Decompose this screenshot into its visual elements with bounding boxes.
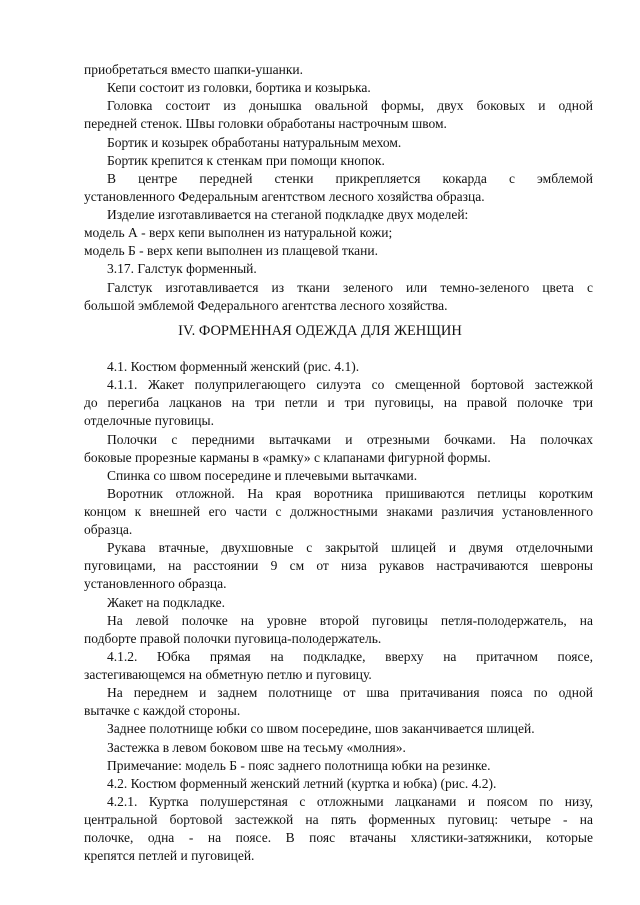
text-line: Бортик крепится к стенкам при помощи кнопок. — [107, 153, 385, 168]
text-line: боковые прорезные карманы в «рамку» с клапанами фигурной формы. — [84, 450, 491, 465]
text-line: 3.17. Галстук форменный. — [107, 261, 257, 276]
text-line: Жакет на подкладке. — [107, 595, 226, 610]
text-line: концом к внешней его части с должностными знаками различия установленного — [84, 504, 593, 519]
text-line: передней стенок. Швы головки обработаны настрочным швом. — [84, 116, 447, 131]
text-line: подборте правой полочки пуговица-полодержатель. — [84, 631, 382, 646]
text-line: вытачке с каждой стороны. — [84, 703, 241, 718]
text-line: На левой полочке на уровне второй пуговицы петля-полодержатель, на — [107, 613, 593, 628]
text-line: Спинка со швом посередине и плечевыми вытачками. — [107, 468, 418, 483]
text-line: Застежка в левом боковом шве на тесьму «молния». — [107, 740, 406, 755]
text-line: модель Б - верх кепи выполнен из плащевой ткани. — [84, 243, 379, 258]
text-line: Галстук изготавливается из ткани зеленого или темно-зеленого цвета с — [107, 280, 593, 295]
text-line: Головка состоит из донышка овальной формы, двух боковых и одной — [107, 98, 593, 113]
text-line: 4.2. Костюм форменный женский летний (куртка и юбка) (рис. 4.2). — [107, 776, 497, 791]
text-line: образца. — [84, 522, 133, 537]
text-line: 4.2.1. Куртка полушерстяная с отложными лацканами и поясом по низу, — [107, 794, 593, 809]
text-line: модель А - верх кепи выполнен из натуральной кожи; — [84, 225, 393, 240]
text-line: приобретаться вместо шапки-ушанки. — [84, 62, 303, 77]
text-line: Примечание: модель Б - пояс заднего полотнища юбки на резинке. — [107, 758, 491, 773]
text-line: 4.1. Костюм форменный женский (рис. 4.1). — [107, 359, 360, 374]
text-line: полочке, одна - на поясе. В пояс втачаны хлястики-затяжники, которые — [84, 830, 593, 845]
text-line: застегивающемся на обметную петлю и пуговицу. — [84, 667, 372, 682]
text-line: 4.1.1. Жакет полуприлегающего силуэта со смещенной бортовой застежкой — [107, 377, 593, 392]
text-line: установленного Федеральным агентством лесного хозяйства образца. — [84, 189, 485, 204]
text-line: Бортик и козырек обработаны натуральным мехом. — [107, 135, 402, 150]
text-line: Рукава втачные, двухшовные с закрытой шлицей и двумя отделочными — [107, 540, 593, 555]
text-line: Изделие изготавливается на стеганой подкладке двух моделей: — [107, 207, 469, 222]
text-line: Кепи состоит из головки, бортика и козырька. — [107, 80, 371, 95]
text-line: На переднем и заднем полотнище от шва притачивания пояса по одной — [107, 685, 593, 700]
text-line: установленного образца. — [84, 576, 227, 591]
text-line: пуговицами, на расстоянии 9 см от низа рукавов настрачиваются шевроны — [84, 558, 593, 573]
text-line: Заднее полотнище юбки со швом посередине, шов заканчивается шлицей. — [107, 721, 535, 736]
text-line: центральной бортовой застежкой на пять форменных пуговиц: четыре - на — [84, 812, 593, 827]
section-heading: IV. ФОРМЕННАЯ ОДЕЖДА ДЛЯ ЖЕНЩИН — [178, 323, 462, 339]
text-line: Полочки с передними вытачками и отрезными бочками. На полочках — [107, 432, 593, 447]
text-line: В центре передней стенки прикрепляется кокарда с эмблемой — [107, 171, 593, 186]
text-line: отделочные пуговицы. — [84, 413, 214, 428]
text-line: до перегиба лацканов на три петли и три пуговицы, на правой полочке три — [84, 395, 593, 410]
text-line: 4.1.2. Юбка прямая на подкладке, вверху на притачном поясе, — [107, 649, 593, 664]
text-line: большой эмблемой Федерального агентства лесного хозяйства. — [84, 298, 448, 313]
text-line: крепятся петлей и пуговицей. — [84, 848, 255, 863]
text-line: Воротник отложной. На края воротника пришиваются петлицы коротким — [107, 486, 593, 501]
